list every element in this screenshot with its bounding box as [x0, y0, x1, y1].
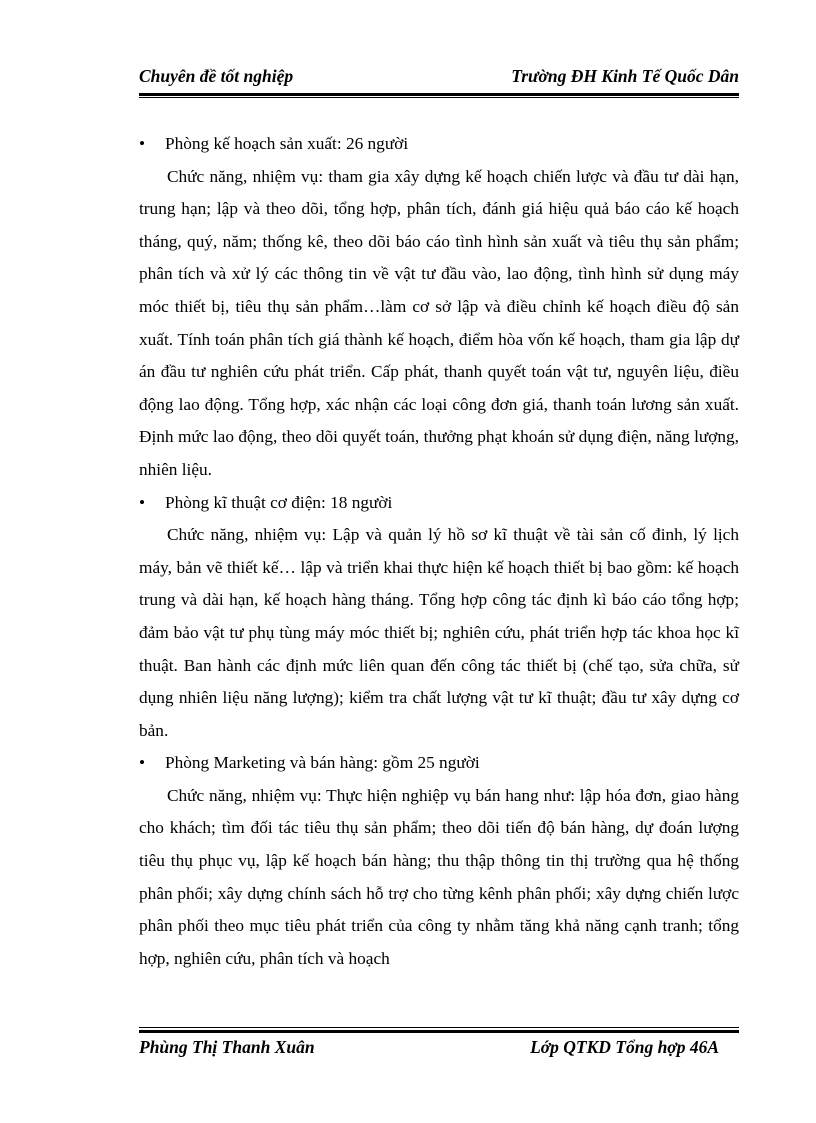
page-content	[139, 128, 739, 975]
header-rule-thin	[139, 97, 739, 98]
section-heading-text: Phòng kĩ thuật cơ điện: 18 người	[165, 492, 393, 512]
section-body-engineering: Chức năng, nhiệm vụ: Lập và quản lý hồ sơ kĩ thuật về tài sản cố đinh, lý lịch máy, bản vẽ thiết kế… lập và triển khai thực hiện kế hoạch thiết bị bao gồm: kế hoạch trung và dài hạn, kế hoạch hàng tháng. Tổng hợp công tác định kì báo cáo tổng hợp; đảm bảo vật tư phụ tùng máy móc thiết bị; nghiên cứu, phát triển hợp tác khoa học kĩ thuật. Ban hành các định mức liên quan đến công tác thiết bị (chế tạo, sửa chữa, sử dụng nhiên liệu năng lượng); kiểm tra chất lượng vật tư kĩ thuật; đầu tư xây dựng cơ bản.	[139, 525, 739, 740]
section-heading-engineering	[139, 487, 739, 520]
header-university: Trường ĐH Kinh Tế Quốc Dân	[511, 66, 739, 86]
section-body-marketing: Chức năng, nhiệm vụ: Thực hiện nghiệp vụ bán hang như: lập hóa đơn, giao hàng cho khách; tìm đối tác tiêu thụ sản phẩm; theo dõi tiến độ bán hàng, dự đoán lượng tiêu thụ phục vụ, lập kế hoạch bán hàng; thu thập thông tin thị trường qua hệ thống phân phối; xây dựng chính sách hỗ trợ cho từng kênh phân phối; xây dựng chiến lược phân phối theo mục tiêu phát triển của công ty nhằm tăng khả năng cạnh tranh; tổng hợp, nghiên cứu, phân tích và hoạch	[139, 785, 739, 968]
page-footer	[139, 1027, 739, 1067]
section-heading-marketing	[139, 747, 739, 780]
footer-class: Lớp QTKD Tổng hợp 46A	[530, 1037, 719, 1057]
bullet-icon: •	[139, 134, 146, 153]
footer-rule-thick	[139, 1030, 739, 1033]
bullet-icon: •	[139, 492, 146, 512]
section-heading-text: Phòng Marketing và bán hàng: gồm 25 người	[165, 753, 480, 773]
section-heading-planning	[139, 128, 739, 161]
header-rule-thick	[139, 93, 739, 96]
header-document-type: Chuyên đề tốt nghiệp	[139, 66, 294, 86]
section-heading-text: Phòng kế hoạch sản xuất: 26 người	[165, 134, 409, 153]
section-body-planning: Chức năng, nhiệm vụ: tham gia xây dựng kế hoạch chiến lược và đầu tư dài hạn, trung hạn; lập và theo dõi, tổng hợp, phân tích, đánh giá hiệu quả báo cáo kế hoạch tháng, quý, năm; thống kê, theo dõi báo cáo tình hình sản xuất và tiêu thụ sản phẩm; phân tích và xử lý các thông tin về vật tư đầu vào, lao động, tình hình sử dụng máy móc thiết bị, tiêu thụ sản phẩm…làm cơ sở lập và điều chỉnh kế hoạch điều độ sản xuất. Tính toán phân tích giá thành kế hoạch, điểm hòa vốn kế hoạch, tham gia lập dự án đầu tư nghiên cứu phát triển. Cấp phát, thanh quyết toán vật tư, nguyên liệu, điều động lao động. Tổng hợp, xác nhận các loại công đơn giá, thanh toán lương sản xuất. Định mức lao động, theo dõi quyết toán, thưởng phạt khoán sử dụng điện, năng lượng, nhiên liệu.	[139, 166, 739, 479]
page-header	[139, 66, 739, 96]
bullet-icon: •	[139, 753, 146, 773]
footer-rule-thin	[139, 1027, 739, 1028]
footer-author: Phùng Thị Thanh Xuân	[139, 1037, 315, 1057]
